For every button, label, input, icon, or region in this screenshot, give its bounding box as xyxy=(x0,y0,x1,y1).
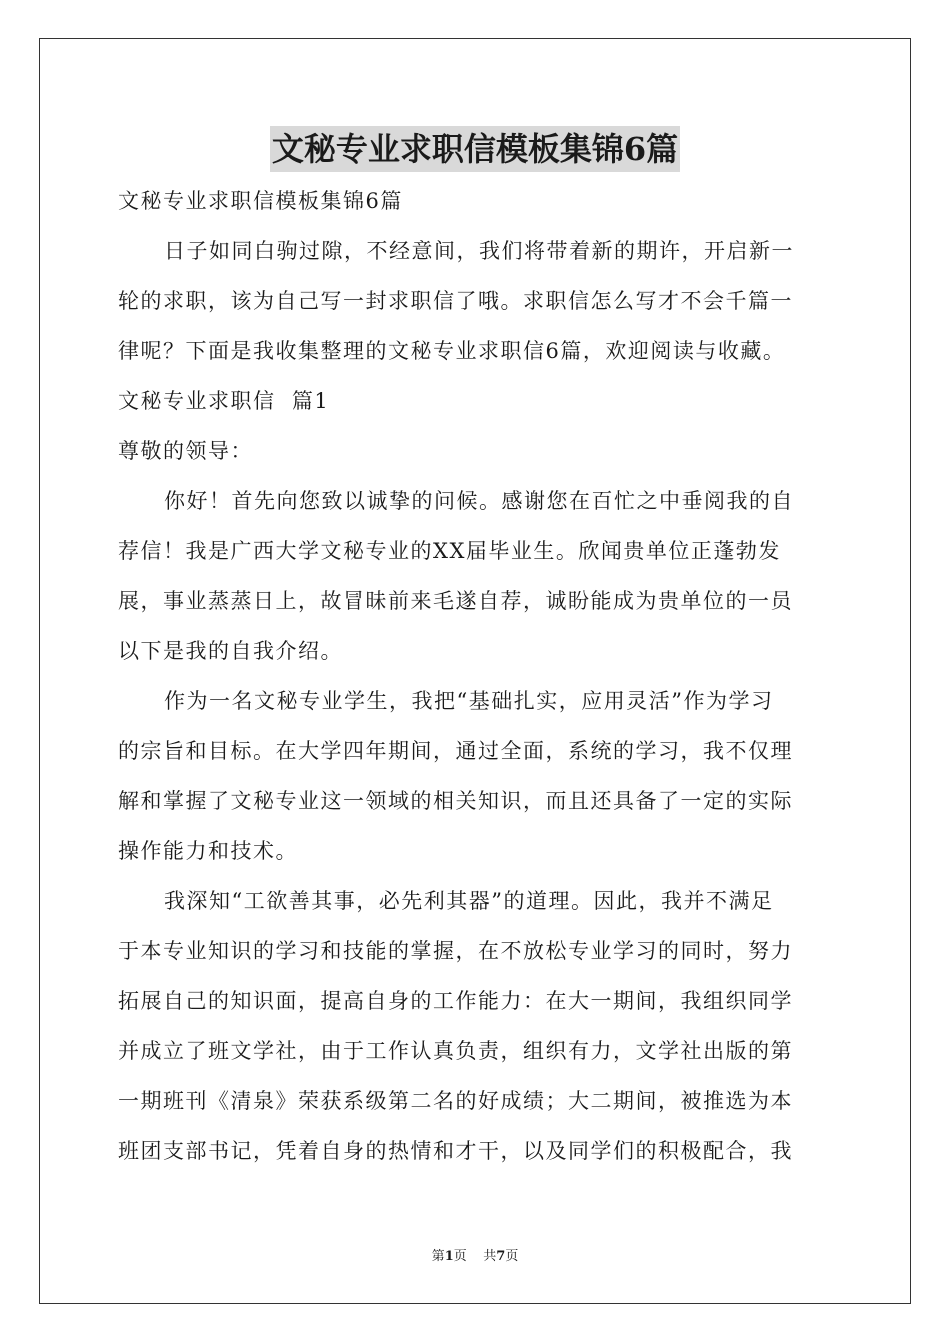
body-text-line: 我深知“工欲善其事，必先利其器”的道理。因此，我并不满足 xyxy=(164,889,774,913)
body-text-line: 你好！首先向您致以诚挚的问候。感谢您在百忙之中垂阅我的自 xyxy=(164,489,794,513)
footer-page-mid: 页 共 xyxy=(453,1249,497,1264)
body-text-line: 解和掌握了文秘专业这一领域的相关知识，而且还具备了一定的实际 xyxy=(118,789,793,813)
footer-page-suffix: 页 xyxy=(505,1249,519,1264)
footer-page-total: 7 xyxy=(496,1249,506,1264)
body-text-line: 律呢？下面是我收集整理的文秘专业求职信6篇，欢迎阅读与收藏。 xyxy=(118,339,786,363)
body-text-line: 班团支部书记，凭着自身的热情和才干，以及同学们的积极配合，我 xyxy=(118,1139,793,1163)
footer-page-prefix: 第 xyxy=(431,1249,445,1264)
body-text-line: 以下是我的自我介绍。 xyxy=(118,639,343,663)
body-text-line: 展，事业蒸蒸日上，故冒昧前来毛遂自荐，诚盼能成为贵单位的一员 xyxy=(118,589,793,613)
body-text-line: 于本专业知识的学习和技能的掌握，在不放松专业学习的同时，努力 xyxy=(118,939,793,963)
body-text-line: 荐信！我是广西大学文秘专业的XX届毕业生。欣闻贵单位正蓬勃发 xyxy=(118,539,781,563)
body-text-line: 日子如同白驹过隙，不经意间，我们将带着新的期许，开启新一 xyxy=(164,239,794,263)
body-text-line: 操作能力和技术。 xyxy=(118,839,298,863)
document-title: 文秘专业求职信模板集锦6篇 xyxy=(270,126,680,172)
body-text-line: 并成立了班文学社，由于工作认真负责，组织有力，文学社出版的第 xyxy=(118,1039,793,1063)
body-text-line: 轮的求职，该为自己写一封求职信了哦。求职信怎么写才不会千篇一 xyxy=(118,289,793,313)
body-text-line: 作为一名文秘专业学生，我把“基础扎实，应用灵活”作为学习 xyxy=(164,689,774,713)
title-wrap xyxy=(0,126,950,172)
body-text-line: 文秘专业求职信 篇1 xyxy=(118,389,330,413)
body-text-line: 拓展自己的知识面，提高自身的工作能力：在大一期间，我组织同学 xyxy=(118,989,793,1013)
body-text-line: 尊敬的领导： xyxy=(118,439,253,463)
footer-page-current: 1 xyxy=(444,1249,454,1264)
body-text-line: 一期班刊《清泉》荣获系级第二名的好成绩；大二期间，被推选为本 xyxy=(118,1089,793,1113)
body-text-line: 的宗旨和目标。在大学四年期间，通过全面，系统的学习，我不仅理 xyxy=(118,739,793,763)
document-body xyxy=(118,176,836,1176)
page-footer xyxy=(0,1245,950,1264)
body-text-line: 文秘专业求职信模板集锦6篇 xyxy=(118,189,403,213)
